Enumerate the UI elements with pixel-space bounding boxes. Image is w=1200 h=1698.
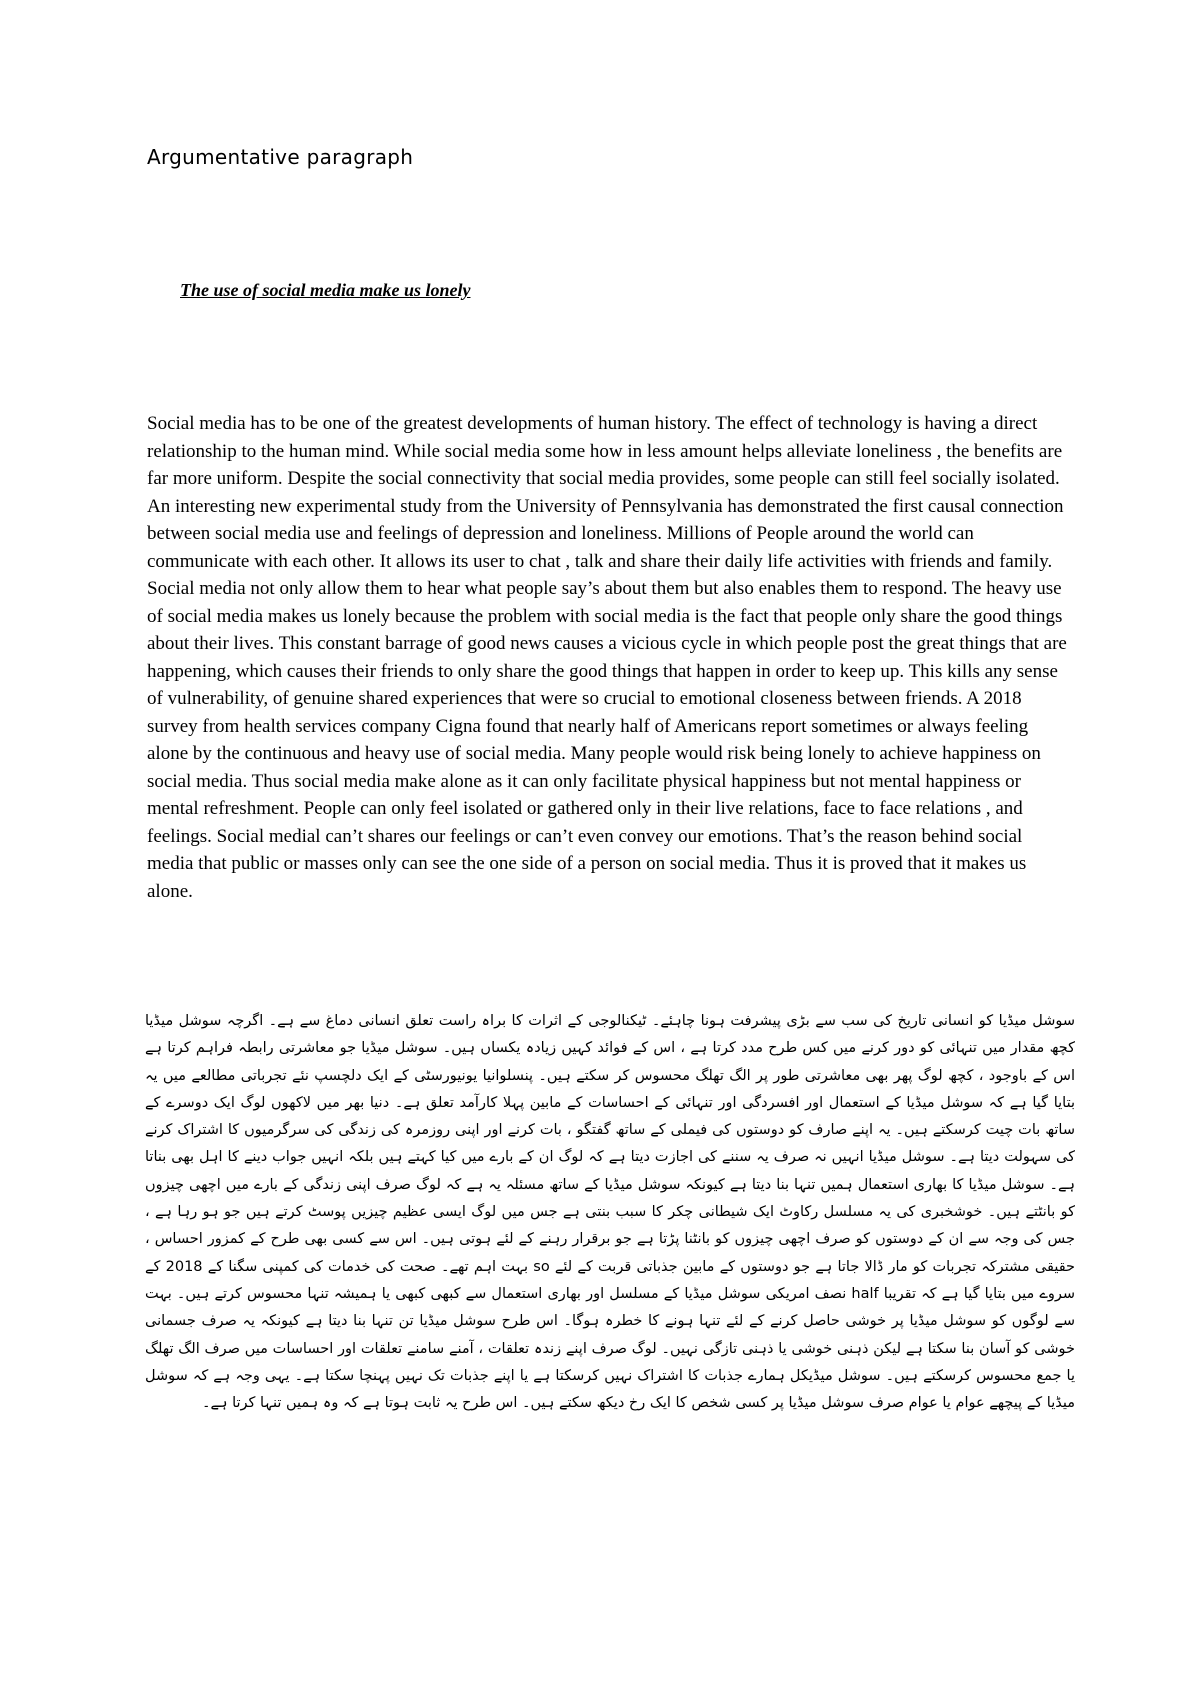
document-heading: Argumentative paragraph [147, 145, 414, 169]
english-paragraph: Social media has to be one of the greatest developments of human history. The effect of technology is having a direct relationship to the human mind. While social media some how in less amount helps alleviate loneliness , the benefits are far more uniform. Despite the social connectivity that social media provides, some people can still feel socially isolated. An interesting new experimental study from the University of Pennsylvania has demonstrated the first causal connection between social media use and feelings of depression and loneliness. Millions of People around the world can communicate with each other. It allows its user to chat , talk and share their daily life activities with friends and family. Social media not only allow them to hear what people say’s about them but also enables them to respond. The heavy use of social media makes us lonely because the problem with social media is the fact that people only share the good things about their lives. This constant barrage of good news causes a vicious cycle in which people post the great things that are happening, which causes their friends to only share the good things that happen in order to keep up. This kills any sense of vulnerability, of genuine shared experiences that were so crucial to emotional closeness between friends. A 2018 survey from health services company Cigna found that nearly half of Americans report sometimes or always feeling alone by the continuous and heavy use of social media. Many people would risk being lonely to achieve happiness on social media. Thus social media make alone as it can only facilitate physical happiness but not mental happiness or mental refreshment. People can only feel isolated or gathered only in their live relations, face to face relations , and feelings. Social medial can’t shares our feelings or can’t even convey our emotions. That’s the reason behind social media that public or masses only can see the one side of a person on social media. Thus it is proved that it makes us alone. [147, 413, 1067, 902]
essay-title: The use of social media make us lonely [180, 280, 471, 300]
urdu-paragraph: سوشل میڈیا کو انسانی تاریخ کی سب سے بڑی پیشرفت ہونا چاہئے۔ ٹیکنالوجی کے اثرات کا براہ راست تعلق انسانی دماغ سے ہے۔ اگرچہ سوشل میڈیا کچھ مقدار میں تنہائی کو دور کرنے میں کس طرح مدد کرتا ہے ، اس کے فوائد کہیں زیادہ یکساں ہیں۔ سوشل میڈیا جو معاشرتی رابطہ فراہم کرتا ہے اس کے باوجود ، کچھ لوگ پھر بھی معاشرتی طور پر الگ تھلگ محسوس کر سکتے ہیں۔ پنسلوانیا یونیورسٹی کے ایک دلچسپ نئے تجرباتی مطالعے میں یہ بتایا گیا ہے کہ سوشل میڈیا کے استعمال اور افسردگی اور تنہائی کے احساسات کے مابین پہلا کارآمد تعلق ہے۔ دنیا بھر میں لاکھوں لوگ ایک دوسرے کے ساتھ بات چیت کرسکتے ہیں۔ یہ اپنے صارف کو دوستوں کی فیملی کے ساتھ گفتگو ، بات کرنے اور اپنی روزمرہ کی زندگی کی سرگرمیوں کا اشتراک کرنے کی سہولت دیتا ہے۔ سوشل میڈیا انہیں نہ صرف یہ سننے کی اجازت دیتا ہے کہ لوگ ان کے بارے میں کیا کہتے ہیں بلکہ انہیں جواب دینے کا اہل بھی بناتا ہے۔ سوشل میڈیا کا بھاری استعمال ہمیں تنہا بنا دیتا ہے کیونکہ سوشل میڈیا کے ساتھ مسئلہ یہ ہے کہ لوگ صرف اپنی زندگی کے بارے میں اچھی چیزوں کو بانٹتے ہیں۔ خوشخبری کی یہ مسلسل رکاوٹ ایک شیطانی چکر کا سبب بنتی ہے جس میں لوگ ایسی عظیم چیزیں پوسٹ کرتے ہیں جو ہو رہا ہے ، جس کی وجہ سے ان کے دوستوں کو صرف اچھی چیزوں کو بانٹنا پڑتا ہے جو برقرار رہنے کے لئے ہوتی ہیں۔ اس سے کسی بھی طرح کے کمزور احساس ، حقیقی مشترکہ تجربات کو مار ڈالا جاتا ہے جو دوستوں کے مابین جذباتی قربت کے لئے so بہت اہم تھے۔ صحت کی خدمات کی کمپنی سگنا کے 2018 کے سروے میں بتایا گیا ہے کہ تقریبا half نصف امریکی سوشل میڈیا کے مسلسل اور بھاری استعمال سے کبھی کبھی یا ہمیشہ تنہا محسوس کرتے ہیں۔ بہت سے لوگوں کو سوشل میڈیا پر خوشی حاصل کرنے کے لئے تنہا ہونے کا خطرہ ہوگا۔ اس طرح سوشل میڈیا تن تنہا بنا دیتا ہے کیونکہ یہ صرف جسمانی خوشی کو آسان بنا سکتا ہے لیکن ذہنی خوشی یا ذہنی تازگی نہیں۔ لوگ صرف اپنے زندہ تعلقات ، آمنے سامنے تعلقات اور احساسات میں صرف الگ تھلگ یا جمع محسوس کرسکتے ہیں۔ سوشل میڈیکل ہمارے جذبات کا اشتراک نہیں کرسکتا ہے یا اپنے جذبات تک نہیں پہنچا سکتا ہے۔ یہی وجہ ہے کہ سوشل میڈیا کے پیچھے عوام یا عوام صرف سوشل میڈیا پر کسی شخص کا ایک رخ دیکھ سکتے ہیں۔ اس طرح یہ ثابت ہوتا ہے کہ وہ ہمیں تنہا کرتا ہے۔ [145, 1013, 1075, 1412]
